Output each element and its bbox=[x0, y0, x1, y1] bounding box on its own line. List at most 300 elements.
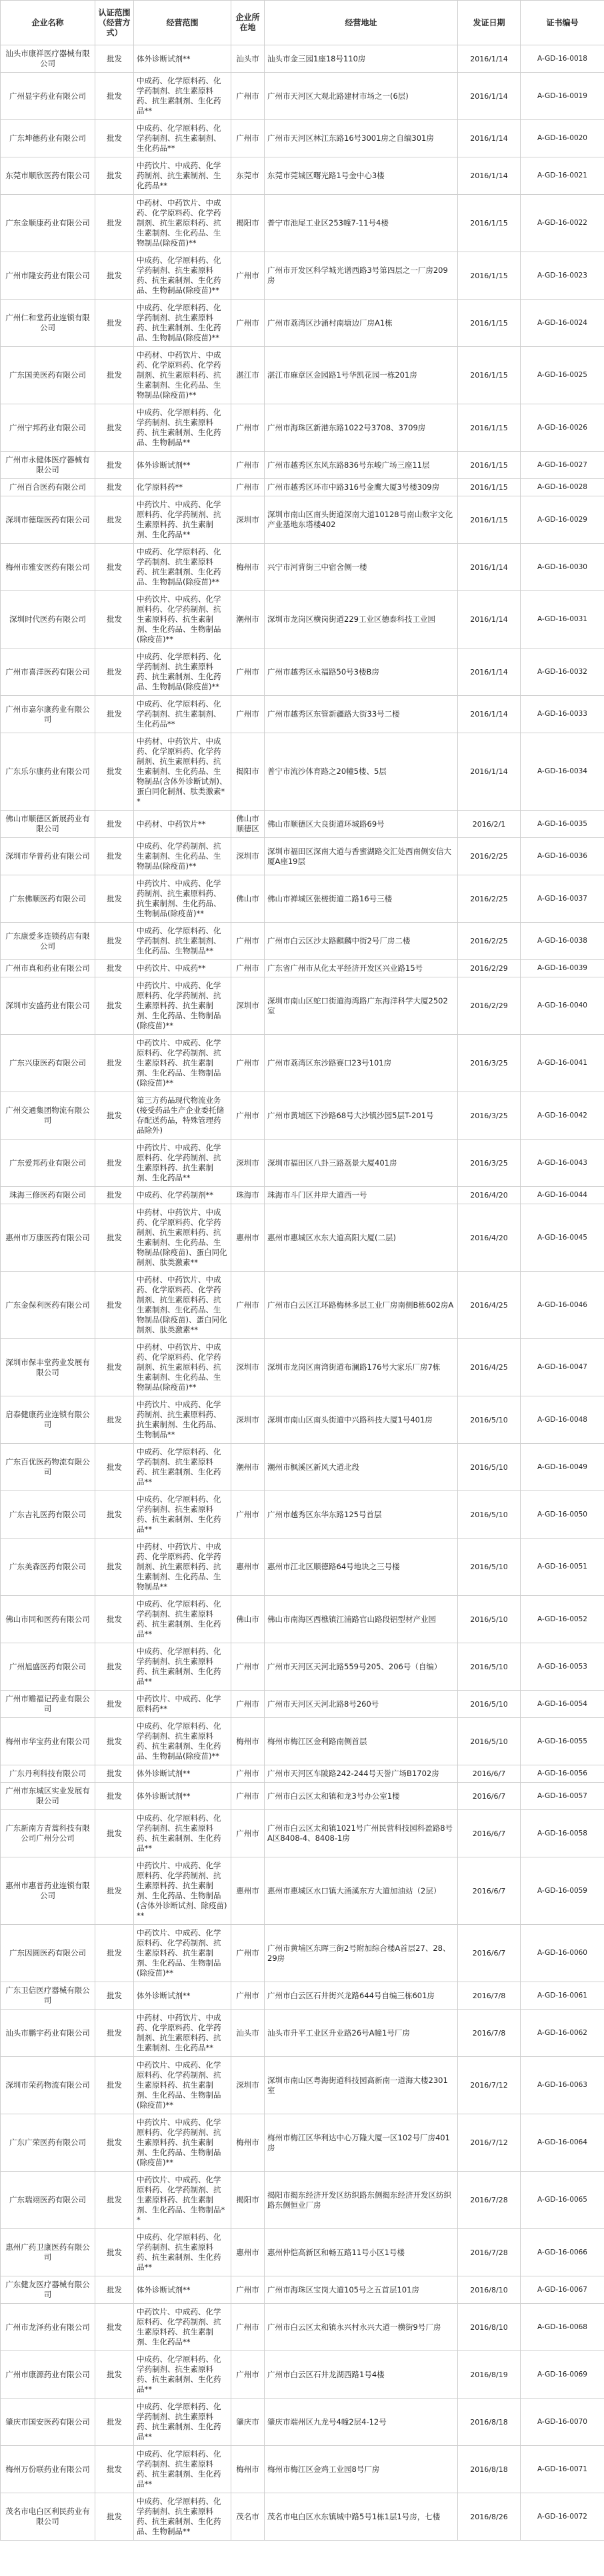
table-row bbox=[1, 479, 604, 496]
scope-cell: 中药饮片、中成药、化学原料药、化学药制剂、抗生素原料药、抗生素制剂、生化药品** bbox=[134, 496, 231, 544]
company-name-cell: 广州旭盛医药有限公司 bbox=[1, 1643, 95, 1691]
scope-cell: 中药饮片、中成药、化学原料药、化学药制剂、抗生素原料药、抗生素制剂、生化药品、生物制品(除疫苗)** bbox=[134, 2114, 231, 2172]
cert-number-cell: A-GD-16-0055 bbox=[521, 1718, 604, 1765]
scope-cell: 中药材、中药饮片、中成药、化学原料药、化学药制剂、抗生素原料药、抗生素制剂、生化药品、生物制品(除疫苗)** bbox=[134, 1339, 231, 1396]
scope-cell: 中药材、中药饮片** bbox=[134, 811, 231, 838]
company-name-cell: 广东乐尔康药业有限公司 bbox=[1, 733, 95, 811]
scope-cell: 中药材、中药饮片、中成药、化学原料药、化学药制剂、抗生素原料药、抗生素制剂、生化药品、生物制品** bbox=[134, 1539, 231, 1596]
cert-number-cell: A-GD-16-0072 bbox=[521, 2493, 604, 2541]
cert-number-cell: A-GD-16-0049 bbox=[521, 1444, 604, 1491]
company-name-cell: 广东新南方青蒿科技有限公司广州分公司 bbox=[1, 1810, 95, 1857]
company-name-cell: 东莞市顺欣医药有限公司 bbox=[1, 157, 95, 195]
city-cell: 深圳市 bbox=[231, 977, 265, 1035]
cert-number-cell: A-GD-16-0030 bbox=[521, 544, 604, 591]
address-cell: 广州市越秀区环市中路316号金鹰大厦3号楼309房 bbox=[265, 479, 458, 496]
method-cell: 批发 bbox=[95, 347, 134, 404]
cert-number-cell: A-GD-16-0021 bbox=[521, 157, 604, 195]
address-cell: 广州市天河区天河北路559号205、206号（自编） bbox=[265, 1643, 458, 1691]
table-row bbox=[1, 544, 604, 591]
issue-date-cell: 2016/2/25 bbox=[458, 838, 521, 875]
city-cell: 广州市 bbox=[231, 404, 265, 452]
table-row bbox=[1, 1187, 604, 1204]
company-name-cell: 广东美森医药有限公司 bbox=[1, 1539, 95, 1596]
cert-number-cell: A-GD-16-0019 bbox=[521, 73, 604, 120]
cert-number-cell: A-GD-16-0056 bbox=[521, 1765, 604, 1783]
cert-number-cell: A-GD-16-0029 bbox=[521, 496, 604, 544]
method-cell: 批发 bbox=[95, 2351, 134, 2399]
cert-number-cell: A-GD-16-0065 bbox=[521, 2172, 604, 2229]
method-cell: 批发 bbox=[95, 1810, 134, 1857]
scope-cell: 体外诊断试剂** bbox=[134, 1783, 231, 1810]
table-row bbox=[1, 2493, 604, 2541]
method-cell: 批发 bbox=[95, 1718, 134, 1765]
table-row bbox=[1, 1396, 604, 1444]
cert-number-cell: A-GD-16-0046 bbox=[521, 1272, 604, 1339]
city-cell: 深圳市 bbox=[231, 496, 265, 544]
issue-date-cell: 2016/2/29 bbox=[458, 977, 521, 1035]
issue-date-cell: 2016/3/25 bbox=[458, 1092, 521, 1140]
city-cell: 深圳市 bbox=[231, 2057, 265, 2114]
company-name-cell: 深圳市保丰堂药业发展有限公司 bbox=[1, 1339, 95, 1396]
scope-cell: 中药材、中药饮片、中成药、化学原料药、化学药制剂、抗生素原料药、抗生素制剂、生化药品、生物制品(除疫苗)** bbox=[134, 195, 231, 252]
address-cell: 广州市开发区科学城光谱西路3号第四层之一厂房209房 bbox=[265, 252, 458, 300]
table-row bbox=[1, 2229, 604, 2276]
issue-date-cell: 2016/3/25 bbox=[458, 1035, 521, 1092]
cert-number-cell: A-GD-16-0025 bbox=[521, 347, 604, 404]
header-scope: 经营范围 bbox=[134, 1, 231, 45]
issue-date-cell: 2016/5/10 bbox=[458, 1539, 521, 1596]
company-name-cell: 肇庆市国安医药有限公司 bbox=[1, 2399, 95, 2446]
city-cell: 梅州市 bbox=[231, 2446, 265, 2493]
method-cell: 批发 bbox=[95, 2446, 134, 2493]
method-cell: 批发 bbox=[95, 696, 134, 733]
table-row bbox=[1, 838, 604, 875]
scope-cell: 中成药、化学原料药、化学药制剂、抗生素原料药、抗生素制剂、生化药品、生物制品(除疫苗)** bbox=[134, 649, 231, 696]
cert-number-cell: A-GD-16-0051 bbox=[521, 1539, 604, 1596]
city-cell: 广州市 bbox=[231, 1810, 265, 1857]
city-cell: 广州市 bbox=[231, 300, 265, 347]
cert-number-cell: A-GD-16-0052 bbox=[521, 1596, 604, 1643]
cert-number-cell: A-GD-16-0054 bbox=[521, 1691, 604, 1718]
city-cell: 潮州市 bbox=[231, 1444, 265, 1491]
address-cell: 普宁市流沙体育路之20幢5楼、5层 bbox=[265, 733, 458, 811]
city-cell: 广州市 bbox=[231, 1691, 265, 1718]
scope-cell: 中药饮片、中成药、化学原料药、化学药制剂、抗生素原料药、抗生素制剂、生化药品** bbox=[134, 2304, 231, 2351]
header-cert-number: 证书编号 bbox=[521, 1, 604, 45]
scope-cell: 体外诊断试剂** bbox=[134, 45, 231, 73]
city-cell: 广州市 bbox=[231, 452, 265, 479]
table-row bbox=[1, 960, 604, 977]
scope-cell: 中药饮片、中成药、化学原料药、化学药制剂、抗生素原料药、抗生素制剂、生化药品、生物制品(除疫苗)** bbox=[134, 2057, 231, 2114]
issue-date-cell: 2016/7/28 bbox=[458, 2172, 521, 2229]
issue-date-cell: 2016/6/7 bbox=[458, 1783, 521, 1810]
city-cell: 深圳市 bbox=[231, 1140, 265, 1187]
table-row bbox=[1, 1035, 604, 1092]
company-name-cell: 广州市真和药业有限公司 bbox=[1, 960, 95, 977]
scope-cell: 中药饮片、中成药、化学原料药、化学药制剂、抗生素原料药、抗生素制剂、生化药品、生物制品(除疫苗)** bbox=[134, 977, 231, 1035]
scope-cell: 体外诊断试剂** bbox=[134, 2276, 231, 2304]
company-name-cell: 深圳市华普药业有限公司 bbox=[1, 838, 95, 875]
issue-date-cell: 2016/1/14 bbox=[458, 120, 521, 157]
scope-cell: 中药饮片、中成药、化学药制剂、抗生素原料药、抗生素制剂、生化药品、生物制品** bbox=[134, 1396, 231, 1444]
scope-cell: 中成药、化学原料药、化学药制剂、抗生素原料药、抗生素制剂、生化药品** bbox=[134, 2399, 231, 2446]
address-cell: 梅州市梅江区华利达中心万隆大厦一区102号厂房401房 bbox=[265, 2114, 458, 2172]
method-cell: 批发 bbox=[95, 452, 134, 479]
issue-date-cell: 2016/1/14 bbox=[458, 157, 521, 195]
city-cell: 湛江市 bbox=[231, 347, 265, 404]
address-cell: 深圳市福田区深南大道与香蜜湖路交汇处西南侧安信大厦A座19层 bbox=[265, 838, 458, 875]
scope-cell: 中药材、中药饮片、中成药、化学原料药、化学药制剂、抗生素原料药、抗生素制剂、生化药品、生物制品(除疫苗)、蛋白同化制剂、肽类激素** bbox=[134, 1272, 231, 1339]
company-name-cell: 佛山市同和医药有限公司 bbox=[1, 1596, 95, 1643]
address-cell: 广州市天河区天河北路8号260号 bbox=[265, 1691, 458, 1718]
city-cell: 广州市 bbox=[231, 923, 265, 960]
method-cell: 批发 bbox=[95, 1035, 134, 1092]
cert-number-cell: A-GD-16-0040 bbox=[521, 977, 604, 1035]
address-cell: 佛山市顺德区大良街道环城路69号 bbox=[265, 811, 458, 838]
method-cell: 批发 bbox=[95, 1539, 134, 1596]
issue-date-cell: 2016/1/15 bbox=[458, 300, 521, 347]
method-cell: 批发 bbox=[95, 1396, 134, 1444]
issue-date-cell: 2016/1/15 bbox=[458, 404, 521, 452]
city-cell: 广州市 bbox=[231, 2276, 265, 2304]
city-cell: 广州市 bbox=[231, 252, 265, 300]
company-name-cell: 梅州万份联药业有限公司 bbox=[1, 2446, 95, 2493]
address-cell: 惠州仲恺高新区和畅五路11号小区1号楼 bbox=[265, 2229, 458, 2276]
scope-cell: 中成药、化学原料药、化学药制剂、抗生素原料药、抗生素制剂、生化药品** bbox=[134, 2446, 231, 2493]
scope-cell: 中药饮片、中成药、化学原料药、化学药制剂、抗生素原料药、抗生素制剂、生化药品、生物制品(含体外诊断试剂、除疫苗)** bbox=[134, 1857, 231, 1925]
cert-number-cell: A-GD-16-0063 bbox=[521, 2057, 604, 2114]
address-cell: 广州市白云区太和镇永兴村永兴大道一横街9号厂房 bbox=[265, 2304, 458, 2351]
issue-date-cell: 2016/4/20 bbox=[458, 1187, 521, 1204]
method-cell: 批发 bbox=[95, 1925, 134, 1982]
cert-number-cell: A-GD-16-0034 bbox=[521, 733, 604, 811]
table-row bbox=[1, 923, 604, 960]
company-name-cell: 广东广荣医药有限公司 bbox=[1, 2114, 95, 2172]
address-cell: 兴宁市河背街三中宿舍侧一楼 bbox=[265, 544, 458, 591]
issue-date-cell: 2016/8/18 bbox=[458, 2399, 521, 2446]
method-cell: 批发 bbox=[95, 1596, 134, 1643]
company-name-cell: 梅州市华宝药业有限公司 bbox=[1, 1718, 95, 1765]
cert-number-cell: A-GD-16-0039 bbox=[521, 960, 604, 977]
table-row bbox=[1, 2276, 604, 2304]
table-row bbox=[1, 496, 604, 544]
method-cell: 批发 bbox=[95, 45, 134, 73]
table-row bbox=[1, 1765, 604, 1783]
city-cell: 广州市 bbox=[231, 1643, 265, 1691]
cert-number-cell: A-GD-16-0044 bbox=[521, 1187, 604, 1204]
method-cell: 批发 bbox=[95, 2304, 134, 2351]
address-cell: 广州市黄埔区下沙路68号大沙镇沙园5层T-201号 bbox=[265, 1092, 458, 1140]
table-row bbox=[1, 2304, 604, 2351]
cert-number-cell: A-GD-16-0041 bbox=[521, 1035, 604, 1092]
table-row bbox=[1, 1140, 604, 1187]
table-row bbox=[1, 2172, 604, 2229]
cert-number-cell: A-GD-16-0068 bbox=[521, 2304, 604, 2351]
address-cell: 肇庆市端州区九龙号4幢2层4-12号 bbox=[265, 2399, 458, 2446]
issue-date-cell: 2016/6/7 bbox=[458, 1925, 521, 1982]
issue-date-cell: 2016/8/18 bbox=[458, 2446, 521, 2493]
method-cell: 批发 bbox=[95, 2399, 134, 2446]
cert-number-cell: A-GD-16-0020 bbox=[521, 120, 604, 157]
scope-cell: 中成药、化学原料药、化学药制剂、抗生素原料药、抗生素制剂、生化药品** bbox=[134, 73, 231, 120]
table-row bbox=[1, 1444, 604, 1491]
method-cell: 批发 bbox=[95, 544, 134, 591]
table-row bbox=[1, 195, 604, 252]
address-cell: 普宁市池尾工业区253幢7-11号4楼 bbox=[265, 195, 458, 252]
scope-cell: 中成药、化学原料药、化学药制剂、抗生素制剂、生化药品** bbox=[134, 696, 231, 733]
company-name-cell: 广东兴康医药有限公司 bbox=[1, 1035, 95, 1092]
scope-cell: 中药饮片、中成药、化学原料药、化学药制剂、抗生素原料药、抗生素制剂、生化药品、生物制品(除疫苗)** bbox=[134, 1925, 231, 1982]
company-name-cell: 广州市龙泽药业有限公司 bbox=[1, 2304, 95, 2351]
company-name-cell: 广东金保利医药有限公司 bbox=[1, 1272, 95, 1339]
table-row bbox=[1, 733, 604, 811]
address-cell: 深圳市龙岗区南湾街道布澜路176号大家乐厂房7栋 bbox=[265, 1339, 458, 1396]
scope-cell: 中药饮片、中成药、化学原料药、化学药制剂、抗生素原料药、抗生素制剂、生化药品、生物制品(除疫苗)** bbox=[134, 1035, 231, 1092]
address-cell: 广东省广州市从化太平经济开发区兴业路15号 bbox=[265, 960, 458, 977]
city-cell: 梅州市 bbox=[231, 2114, 265, 2172]
issue-date-cell: 2016/1/14 bbox=[458, 45, 521, 73]
scope-cell: 中成药、化学原料药、化学药制剂、抗生素原料药、抗生素制剂、生化药品** bbox=[134, 1444, 231, 1491]
city-cell: 梅州市 bbox=[231, 1718, 265, 1765]
cert-number-cell: A-GD-16-0043 bbox=[521, 1140, 604, 1187]
address-cell: 惠州市惠城区水口镇大涌溪东方大道加油站（2层） bbox=[265, 1857, 458, 1925]
city-cell: 广州市 bbox=[231, 960, 265, 977]
address-cell: 广州市黄埔区东晖三街2号附加综合楼A首层27、28、29房 bbox=[265, 1925, 458, 1982]
address-cell: 广州市越秀区东风东路836号东峻广场三座11层 bbox=[265, 452, 458, 479]
address-cell: 广州市白云区沙太路麒麟中街2号厂房二楼 bbox=[265, 923, 458, 960]
issue-date-cell: 2016/1/14 bbox=[458, 733, 521, 811]
scope-cell: 中药饮片、中成药、化学原料药、化学药制剂、抗生素原料药、抗生素制剂、生化药品** bbox=[134, 1140, 231, 1187]
issue-date-cell: 2016/1/15 bbox=[458, 347, 521, 404]
address-cell: 深圳市南山区粤海街道科技园高新南一道海大楼2301室 bbox=[265, 2057, 458, 2114]
table-row bbox=[1, 649, 604, 696]
header-city: 企业所在地 bbox=[231, 1, 265, 45]
table-row bbox=[1, 252, 604, 300]
address-cell: 广州市白云区石井街兴龙路644号自编三栋601房 bbox=[265, 1982, 458, 2010]
scope-cell: 中成药、化学原料药、化学药制剂、抗生素原料药、抗生素制剂、生化药品** bbox=[134, 1491, 231, 1539]
issue-date-cell: 2016/1/15 bbox=[458, 479, 521, 496]
address-cell: 汕头市金三园1座18号110房 bbox=[265, 45, 458, 73]
city-cell: 揭阳市 bbox=[231, 733, 265, 811]
address-cell: 潮州市枫溪区新风大道北段 bbox=[265, 1444, 458, 1491]
scope-cell: 中药材、中药饮片、中成药、化学原料药、化学药制剂、抗生素原料药、抗生素制剂、生化药品、生物制品(含体外诊断试剂)、蛋白同化制剂、肽类激素** bbox=[134, 733, 231, 811]
city-cell: 广州市 bbox=[231, 73, 265, 120]
method-cell: 批发 bbox=[95, 591, 134, 649]
method-cell: 批发 bbox=[95, 157, 134, 195]
address-cell: 广州市海珠区宝岗大道105号之五首层101房 bbox=[265, 2276, 458, 2304]
scope-cell: 中成药、化学原料药、化学药制剂、抗生素原料药、抗生素制剂、生化药品、生物制品** bbox=[134, 2493, 231, 2541]
method-cell: 批发 bbox=[95, 73, 134, 120]
table-row bbox=[1, 1643, 604, 1691]
scope-cell: 中成药、化学原料药、化学药制剂、抗生素原料药、抗生素制剂、生化药品、生物制品(除疫苗)** bbox=[134, 300, 231, 347]
cert-number-cell: A-GD-16-0022 bbox=[521, 195, 604, 252]
cert-number-cell: A-GD-16-0059 bbox=[521, 1857, 604, 1925]
scope-cell: 体外诊断试剂** bbox=[134, 452, 231, 479]
issue-date-cell: 2016/1/14 bbox=[458, 696, 521, 733]
table-row bbox=[1, 811, 604, 838]
table-row bbox=[1, 1857, 604, 1925]
cert-number-cell: A-GD-16-0066 bbox=[521, 2229, 604, 2276]
issue-date-cell: 2016/1/14 bbox=[458, 544, 521, 591]
table-row bbox=[1, 45, 604, 73]
company-name-cell: 广东吉礼医药有限公司 bbox=[1, 1491, 95, 1539]
table-row bbox=[1, 157, 604, 195]
method-cell: 批发 bbox=[95, 1339, 134, 1396]
cert-number-cell: A-GD-16-0053 bbox=[521, 1643, 604, 1691]
header-issue-date: 发证日期 bbox=[458, 1, 521, 45]
company-name-cell: 广东因圆医药有限公司 bbox=[1, 1925, 95, 1982]
company-name-cell: 广东爱邦药业有限公司 bbox=[1, 1140, 95, 1187]
company-name-cell: 深圳市荣药物流有限公司 bbox=[1, 2057, 95, 2114]
issue-date-cell: 2016/1/14 bbox=[458, 649, 521, 696]
table-row bbox=[1, 120, 604, 157]
company-name-cell: 深圳市德瑞医药有限公司 bbox=[1, 496, 95, 544]
company-name-cell: 广州显宇药业有限公司 bbox=[1, 73, 95, 120]
issue-date-cell: 2016/8/19 bbox=[458, 2351, 521, 2399]
scope-cell: 中药饮片、中成药、化学原料药、化学药制剂、抗生素原料药、抗生素制剂、生化药品、生物制品(除疫苗)** bbox=[134, 591, 231, 649]
cert-number-cell: A-GD-16-0062 bbox=[521, 2010, 604, 2057]
cert-number-cell: A-GD-16-0027 bbox=[521, 452, 604, 479]
company-name-cell: 广州市永健体医疗器械有限公司 bbox=[1, 452, 95, 479]
method-cell: 批发 bbox=[95, 2114, 134, 2172]
method-cell: 批发 bbox=[95, 1691, 134, 1718]
method-cell: 批发 bbox=[95, 252, 134, 300]
issue-date-cell: 2016/1/14 bbox=[458, 591, 521, 649]
table-row bbox=[1, 696, 604, 733]
address-cell: 深圳市南山区南头街道深南大道10128号南山数字文化产业基地东塔楼402 bbox=[265, 496, 458, 544]
cert-number-cell: A-GD-16-0036 bbox=[521, 838, 604, 875]
cert-number-cell: A-GD-16-0026 bbox=[521, 404, 604, 452]
scope-cell: 中药饮片、中成药、化学原料药、化学药制剂、抗生素原料药、抗生素制剂、生化药品、生物制品** bbox=[134, 2172, 231, 2229]
address-cell: 深圳市南山区南头街道中兴路科技大厦1号401房 bbox=[265, 1396, 458, 1444]
company-name-cell: 广州仁和堂药业连锁有限公司 bbox=[1, 300, 95, 347]
header-method: 认证范围（经营方式） bbox=[95, 1, 134, 45]
city-cell: 汕头市 bbox=[231, 45, 265, 73]
method-cell: 批发 bbox=[95, 2010, 134, 2057]
cert-number-cell: A-GD-16-0018 bbox=[521, 45, 604, 73]
company-name-cell: 广州市喜洋医药有限公司 bbox=[1, 649, 95, 696]
issue-date-cell: 2016/4/25 bbox=[458, 1272, 521, 1339]
method-cell: 批发 bbox=[95, 300, 134, 347]
issue-date-cell: 2016/5/10 bbox=[458, 1491, 521, 1539]
city-cell: 深圳市 bbox=[231, 1339, 265, 1396]
cert-number-cell: A-GD-16-0032 bbox=[521, 649, 604, 696]
method-cell: 批发 bbox=[95, 1140, 134, 1187]
scope-cell: 中药饮片、中成药** bbox=[134, 960, 231, 977]
method-cell: 批发 bbox=[95, 649, 134, 696]
table-row bbox=[1, 1596, 604, 1643]
city-cell: 广州市 bbox=[231, 1783, 265, 1810]
table-row bbox=[1, 1092, 604, 1140]
method-cell: 批发 bbox=[95, 838, 134, 875]
method-cell: 批发 bbox=[95, 1187, 134, 1204]
city-cell: 广州市 bbox=[231, 479, 265, 496]
company-name-cell: 广东健友医疗器械有限公司 bbox=[1, 2276, 95, 2304]
issue-date-cell: 2016/1/15 bbox=[458, 452, 521, 479]
city-cell: 珠海市 bbox=[231, 1187, 265, 1204]
city-cell: 梅州市 bbox=[231, 544, 265, 591]
scope-cell: 中成药、化学原料药、化学药制剂、抗生素原料药、抗生素制剂、生化药品** bbox=[134, 1596, 231, 1643]
table-row bbox=[1, 404, 604, 452]
company-name-cell: 茂名市电白区利民药业有限公司 bbox=[1, 2493, 95, 2541]
city-cell: 佛山市 bbox=[231, 875, 265, 923]
scope-cell: 中成药、化学原料药、化学药制剂、抗生素原料药、抗生素制剂、生化药品** bbox=[134, 2351, 231, 2399]
address-cell: 珠海市斗门区井岸大道西一号 bbox=[265, 1187, 458, 1204]
table-body bbox=[1, 45, 604, 2541]
scope-cell: 中成药、化学原料药、化学药制剂、抗生素原料药、抗生素制剂、生化药品** bbox=[134, 1810, 231, 1857]
address-cell: 广州市荔湾区沙涌村南塘边厂房A1栋 bbox=[265, 300, 458, 347]
method-cell: 批发 bbox=[95, 404, 134, 452]
table-row bbox=[1, 1982, 604, 2010]
company-name-cell: 广州市东城区实业发展有限公司 bbox=[1, 1783, 95, 1810]
cert-number-cell: A-GD-16-0047 bbox=[521, 1339, 604, 1396]
cert-number-cell: A-GD-16-0060 bbox=[521, 1925, 604, 1982]
city-cell: 深圳市 bbox=[231, 838, 265, 875]
company-name-cell: 广东康爱多连锁药店有限公司 bbox=[1, 923, 95, 960]
address-cell: 广州市白云区太和镇1021号广州民营科技园科盈路8号A区8408-4、8408-1房 bbox=[265, 1810, 458, 1857]
method-cell: 批发 bbox=[95, 875, 134, 923]
scope-cell: 中成药、化学药制剂、抗生素制剂、生化药品、生物制品(除疫苗)** bbox=[134, 838, 231, 875]
method-cell: 批发 bbox=[95, 1783, 134, 1810]
company-name-cell: 深圳市安盛药业有限公司 bbox=[1, 977, 95, 1035]
company-name-cell: 广东瑞翊医药有限公司 bbox=[1, 2172, 95, 2229]
company-name-cell: 汕头市鹏宇药业有限公司 bbox=[1, 2010, 95, 2057]
company-name-cell: 启泰健康药业连锁有限公司 bbox=[1, 1396, 95, 1444]
address-cell: 广州市白云区太和镇和龙3号办公室1楼 bbox=[265, 1783, 458, 1810]
city-cell: 广州市 bbox=[231, 1925, 265, 1982]
address-cell: 广州市越秀区东华东路125号首层 bbox=[265, 1491, 458, 1539]
company-name-cell: 广州百合医药有限公司 bbox=[1, 479, 95, 496]
table-row bbox=[1, 2446, 604, 2493]
table-row bbox=[1, 1491, 604, 1539]
address-cell: 梅州市梅江区金利路南侧首层 bbox=[265, 1718, 458, 1765]
city-cell: 佛山市 bbox=[231, 1596, 265, 1643]
scope-cell: 体外诊断试剂** bbox=[134, 1765, 231, 1783]
table-row bbox=[1, 1925, 604, 1982]
cert-number-cell: A-GD-16-0042 bbox=[521, 1092, 604, 1140]
address-cell: 广州市越秀区永福路50号3楼B房 bbox=[265, 649, 458, 696]
method-cell: 批发 bbox=[95, 1491, 134, 1539]
table-row bbox=[1, 977, 604, 1035]
table-row bbox=[1, 2114, 604, 2172]
cert-number-cell: A-GD-16-0057 bbox=[521, 1783, 604, 1810]
cert-number-cell: A-GD-16-0070 bbox=[521, 2399, 604, 2446]
city-cell: 惠州市 bbox=[231, 1857, 265, 1925]
method-cell: 批发 bbox=[95, 1643, 134, 1691]
method-cell: 批发 bbox=[95, 733, 134, 811]
table-row bbox=[1, 1718, 604, 1765]
issue-date-cell: 2016/7/8 bbox=[458, 1982, 521, 2010]
city-cell: 惠州市 bbox=[231, 1539, 265, 1596]
issue-date-cell: 2016/5/10 bbox=[458, 1643, 521, 1691]
cert-number-cell: A-GD-16-0038 bbox=[521, 923, 604, 960]
method-cell: 批发 bbox=[95, 1204, 134, 1272]
company-name-cell: 汕头市康祥医疗器械有限公司 bbox=[1, 45, 95, 73]
cert-number-cell: A-GD-16-0069 bbox=[521, 2351, 604, 2399]
company-name-cell: 广州市隆安药业有限公司 bbox=[1, 252, 95, 300]
cert-number-cell: A-GD-16-0031 bbox=[521, 591, 604, 649]
issue-date-cell: 2016/7/28 bbox=[458, 2229, 521, 2276]
city-cell: 广州市 bbox=[231, 2304, 265, 2351]
company-name-cell: 广州市康源药业有限公司 bbox=[1, 2351, 95, 2399]
cert-number-cell: A-GD-16-0045 bbox=[521, 1204, 604, 1272]
city-cell: 广州市 bbox=[231, 1035, 265, 1092]
cert-number-cell: A-GD-16-0067 bbox=[521, 2276, 604, 2304]
method-cell: 批发 bbox=[95, 195, 134, 252]
method-cell: 批发 bbox=[95, 1092, 134, 1140]
address-cell: 广州市天河区车陂路242-244号天誉广场B1702房 bbox=[265, 1765, 458, 1783]
cert-number-cell: A-GD-16-0064 bbox=[521, 2114, 604, 2172]
